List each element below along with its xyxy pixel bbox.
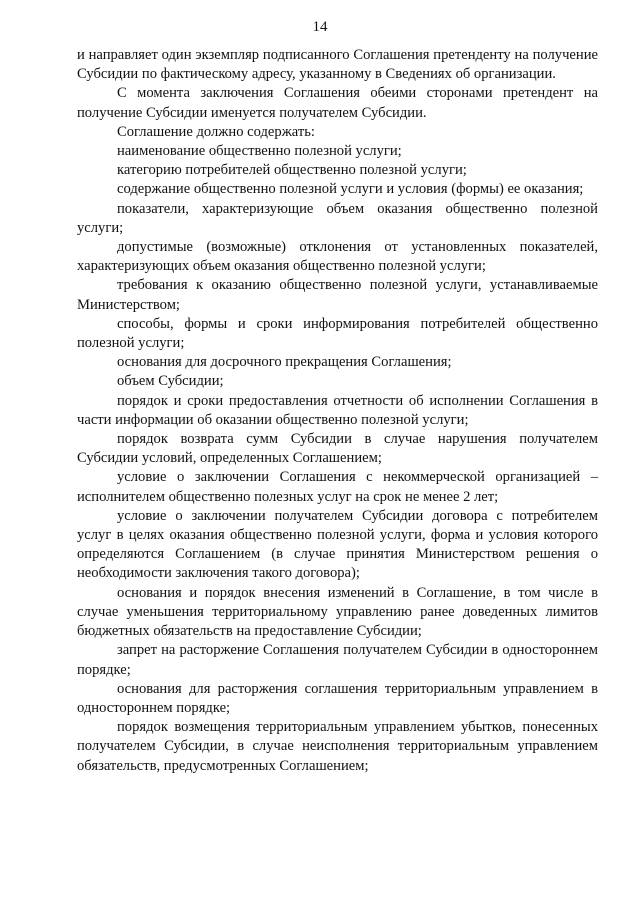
list-item: запрет на расторжение Соглашения получателем Субсидии в одностороннем порядке; bbox=[77, 642, 598, 678]
list-item: объем Субсидии; bbox=[117, 373, 224, 390]
list-item: порядок возврата сумм Субсидии в случае нарушения получателем Субсидии условий, определенных Соглашением; bbox=[77, 431, 598, 467]
list-item: способы, формы и сроки информирования потребителей общественно полезной услуги; bbox=[77, 315, 598, 352]
paragraph-continuation: и направляет один экземпляр подписанного Соглашения претенденту на получение Субсидии по фактическому адресу, указанному в Сведениях об организации. bbox=[77, 47, 598, 83]
list-item: требования к оказанию общественно полезной услуги, устанавливаемые Министерством; bbox=[77, 277, 598, 313]
list-item: порядок возмещения территориальным управлением убытков, понесенных получателем Субсидии, в случае неисполнения территориальным управлением обязательств, предусмотренных Соглашением; bbox=[77, 719, 598, 774]
page-number: 14 bbox=[312, 19, 328, 35]
list-item: наименование общественно полезной услуги; bbox=[117, 143, 402, 160]
list-item: условие о заключении Соглашения с некоммерческой организацией – исполнителем общественно полезных услуг на срок не менее 2 лет; bbox=[77, 469, 598, 505]
list-item: содержание общественно полезной услуги и условия (формы) ее оказания; bbox=[117, 181, 584, 198]
paragraph: С момента заключения Соглашения обеими сторонами претендент на получение Субсидии именуется получателем Субсидии. bbox=[77, 85, 598, 121]
list-item: показатели, характеризующие объем оказания общественно полезной услуги; bbox=[77, 200, 598, 236]
list-item: порядок и сроки предоставления отчетности об исполнении Соглашения в части информации об оказании общественно полезной услуги; bbox=[77, 392, 598, 428]
document-body bbox=[77, 46, 598, 776]
list-item: категорию потребителей общественно полезной услуги; bbox=[117, 162, 467, 179]
list-item: допустимые (возможные) отклонения от установленных показателей, характеризующих объем оказания общественно полезной услуги; bbox=[77, 239, 598, 275]
list-item: основания и порядок внесения изменений в Соглашение, в том числе в случае уменьшения территориальному управлению ранее доведенных лимитов бюджетных обязательств на предоставление Субсидии; bbox=[77, 584, 598, 640]
paragraph: Соглашение должно содержать: bbox=[117, 123, 315, 140]
list-item: основания для досрочного прекращения Соглашения; bbox=[117, 354, 452, 371]
list-item: условие о заключении получателем Субсидии договора с потребителем услуг в целях оказания общественно полезной услуги, форма и условия которого определяются Соглашением (в случае принятия Министерством решения о необходимости заключения такого договора); bbox=[77, 507, 598, 582]
list-item: основания для расторжения соглашения территориальным управлением в одностороннем порядке; bbox=[77, 680, 598, 716]
